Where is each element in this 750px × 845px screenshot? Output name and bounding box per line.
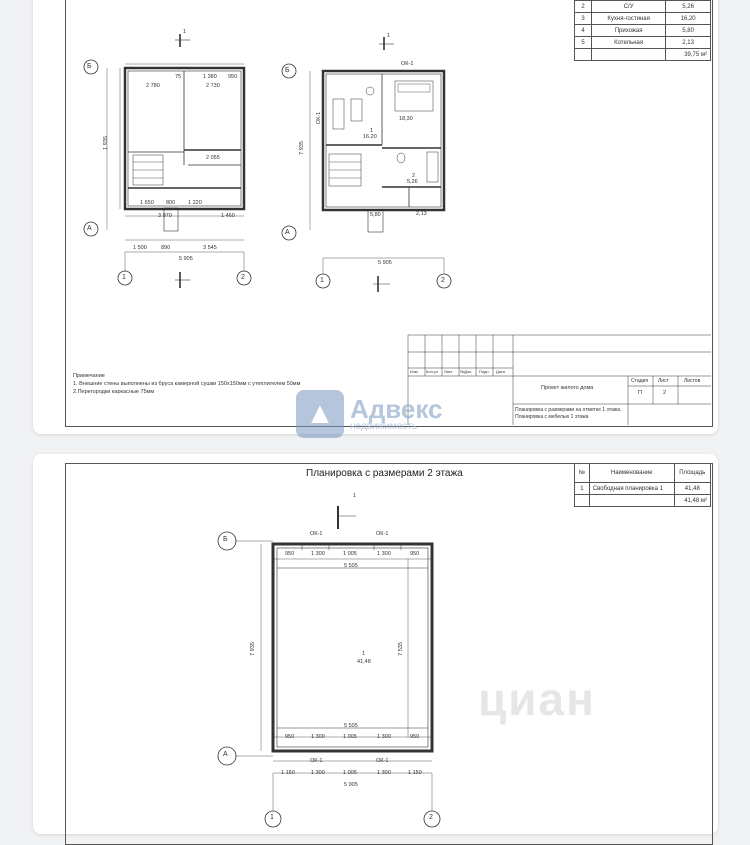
room-area: 16,20 (363, 134, 377, 140)
stamp-header-cell: Изм. (410, 369, 419, 374)
axis-1-label: 1 (320, 277, 324, 284)
sheet-value: 2 (663, 390, 667, 396)
dimension-label: 1 150 (408, 770, 422, 776)
col-header: Площадь (674, 464, 710, 483)
col-header: Наименование (589, 464, 674, 483)
page-title: Планировка с размерами 2 этажа (306, 468, 463, 479)
room-area: 5,26 (407, 179, 418, 185)
dimension-label: 5 505 (344, 723, 358, 729)
stage-label: Стадия (631, 378, 649, 384)
window-label: ОК-1 (310, 758, 323, 764)
dimension-label: 950 (410, 734, 420, 740)
row-name: Кухня-гостиная (592, 13, 666, 25)
window-label: ОК-1 (401, 61, 414, 67)
section-mark-label: 1 (353, 493, 357, 499)
room-area: 5,80 (370, 212, 381, 218)
dimension-label: 1 220 (188, 200, 202, 206)
row-name: С/У (592, 1, 666, 13)
axis-a-label: А (285, 229, 290, 236)
project-title: Проект жилого дома (541, 385, 594, 391)
row-name: Котельная (592, 37, 666, 49)
axis-1-label: 1 (270, 814, 274, 821)
total-area: 39,75 м² (666, 49, 711, 61)
drawing-sheet-2 (33, 454, 718, 834)
advex-watermark (296, 390, 443, 438)
row-area: 5,80 (666, 25, 711, 37)
notes-line: 1. Внешние стены выполнены из бруса камерной сушки 150х150мм с утеплителем 50мм (73, 381, 301, 387)
dimension-label: 950 (285, 551, 295, 557)
second-floor-plan (33, 454, 718, 834)
sheet-description: Планировка с размерами на отметке 1 этажа. Планировка с мебелью 1 этажа (515, 407, 622, 420)
notes-line: 2.Перегородки каркасные 75мм (73, 389, 155, 395)
dimension-label: 7 935 (298, 141, 305, 155)
row-area: 16,20 (666, 13, 711, 25)
row-num: 5 (575, 37, 592, 49)
dimension-label: 1 150 (281, 770, 295, 776)
dimension-label: 950 (410, 551, 420, 557)
row-name: Прихожая (592, 25, 666, 37)
sheets-label: Листов (684, 378, 701, 384)
dimension-label: 1 380 (203, 74, 217, 80)
axis-b-label: Б (87, 63, 92, 70)
dimension-label: 1 460 (221, 213, 235, 219)
row-area: 2,13 (666, 37, 711, 49)
col-header: № (575, 464, 590, 483)
axis-2-label: 2 (441, 277, 445, 284)
sheet-label: Лист (658, 378, 669, 384)
watermark-subtext: недвижимость (350, 421, 418, 432)
dimension-label: 1 300 (311, 770, 325, 776)
axis-1-label: 1 (122, 274, 126, 281)
axis-a-label: А (223, 751, 228, 758)
window-label: ОК-1 (316, 111, 323, 125)
row-num: 3 (575, 13, 592, 25)
axis-b-label: Б (223, 536, 228, 543)
window-label: ОК-1 (310, 531, 323, 537)
row-num: 4 (575, 25, 592, 37)
room-area: 18,30 (399, 116, 413, 122)
total-area: 41,48 м² (674, 495, 710, 507)
window-label: ОК-1 (376, 758, 389, 764)
dimension-label: 890 (161, 245, 171, 251)
section-mark-label: 1 (183, 29, 187, 35)
dimension-label: 2 730 (206, 83, 220, 89)
stage-value: П (638, 390, 642, 396)
room-number: 1 (370, 128, 374, 134)
dimension-label: 950 (228, 74, 238, 80)
dimension-label: 1 300 (377, 551, 391, 557)
advex-logo-icon: ▲ (296, 390, 344, 438)
row-area: 5,26 (666, 1, 711, 13)
axis-b-label: Б (285, 67, 290, 74)
dimension-label: 1 300 (311, 551, 325, 557)
room-number: 1 (362, 651, 366, 657)
row-num: 2 (575, 1, 592, 13)
room-area: 41,48 (357, 659, 371, 665)
dimension-label: 950 (285, 734, 295, 740)
dimension-label: 3 970 (158, 213, 172, 219)
dimension-label: 1 935 (102, 136, 109, 150)
dimension-label: 5 905 (179, 256, 193, 262)
dimension-label: 2 055 (206, 155, 220, 161)
dimension-label: 5 505 (344, 563, 358, 569)
dimension-label: 5 905 (344, 782, 358, 788)
stamp-header-cell: Лист (444, 369, 453, 374)
stamp-header-cell: Дата (496, 369, 505, 374)
window-label: ОК-1 (376, 531, 389, 537)
stamp-header-cell: Кол.уч (426, 369, 438, 374)
row-area: 41,48 (674, 483, 710, 495)
room-number: 2 (412, 173, 416, 179)
stamp-header-cell: №Док. (460, 369, 473, 374)
axis-a-label: А (87, 225, 92, 232)
dimension-label: 1 005 (343, 734, 357, 740)
cian-watermark: циан (478, 673, 596, 725)
stamp-header-cell: Подп. (479, 369, 490, 374)
dimension-label: 1 300 (311, 734, 325, 740)
dimension-label: 1 300 (377, 770, 391, 776)
dimension-label: 7 535 (397, 642, 404, 656)
watermark-text: Адвекс (350, 394, 443, 424)
dimension-label: 3 545 (203, 245, 217, 251)
axis-2-label: 2 (241, 274, 245, 281)
dimension-label: 1 500 (133, 245, 147, 251)
dimension-label: 5 905 (378, 260, 392, 266)
dimension-label: 1 650 (140, 200, 154, 206)
section-mark-label: 1 (387, 33, 391, 39)
room-area: 2,13 (416, 211, 427, 217)
dimension-label: 7 935 (249, 642, 256, 656)
dimension-label: 1 005 (343, 551, 357, 557)
notes-heading: Примечание (73, 373, 105, 379)
dimension-label: 1 300 (377, 734, 391, 740)
dimension-label: 2 780 (146, 83, 160, 89)
dimension-label: 75 (175, 74, 182, 80)
dimension-label: 1 005 (343, 770, 357, 776)
row-name: Свободная планировка 1 (589, 483, 674, 495)
dimension-label: 800 (166, 200, 176, 206)
drawing-sheet-1 (33, 0, 718, 434)
axis-2-label: 2 (429, 814, 433, 821)
row-num: 1 (575, 483, 590, 495)
